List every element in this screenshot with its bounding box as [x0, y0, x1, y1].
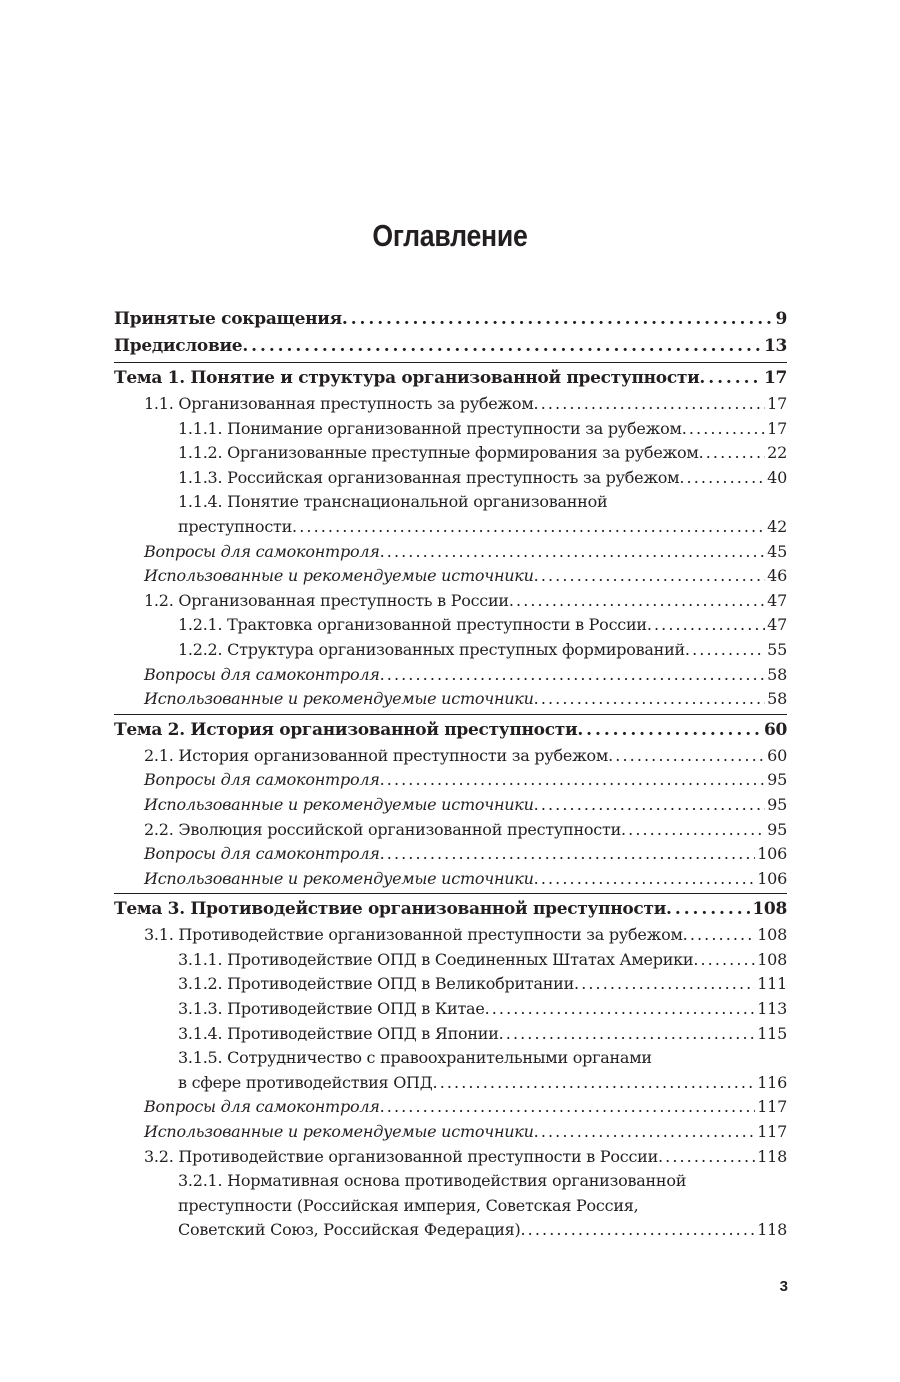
toc-entry-self-check-2-1[interactable]: Вопросы для самоконтроля . . . 95 [114, 768, 787, 793]
page-ref: 45 [767, 541, 787, 561]
toc-entry-3-1-5[interactable]: в сфере противодействия ОПД . . . 116 [114, 1071, 787, 1096]
page-ref: 60 [767, 745, 787, 765]
toc-entry-3-1[interactable]: 3.1. Противодействие организованной преступности за рубежом . . . 108 [114, 923, 787, 948]
page-ref: 22 [767, 443, 787, 463]
dot-leader [693, 948, 755, 973]
dot-leader [699, 441, 766, 466]
dot-leader [242, 333, 762, 360]
page-ref: 118 [757, 1146, 787, 1166]
toc-entry-1-1-3[interactable]: 1.1.3. Российская организованная преступность за рубежом . . . 40 [114, 466, 787, 491]
toc-entry-2-1[interactable]: 2.1. История организованной преступности за рубежом . . . 60 [114, 744, 787, 769]
toc-entry-topic-1[interactable]: Тема 1. Понятие и структура организованной преступности . . . 17 [114, 365, 787, 392]
dot-leader [621, 818, 765, 843]
toc-entry-3-1-4[interactable]: 3.1.4. Противодействие ОПД в Японии . . . 115 [114, 1022, 787, 1047]
dot-leader [292, 515, 765, 540]
toc-entry-3-2-1-line-1[interactable]: 3.2.1. Нормативная основа противодействия организованной [178, 1171, 687, 1191]
page-ref: 47 [767, 615, 787, 635]
page-ref: 111 [757, 974, 787, 994]
page-ref: 115 [757, 1023, 787, 1043]
dot-leader [521, 1218, 756, 1243]
dot-leader [534, 867, 756, 892]
toc-entry-1-1-4[interactable]: преступности . . . 42 [114, 515, 787, 540]
page-ref: 108 [757, 925, 787, 945]
page-ref: 113 [757, 999, 787, 1019]
page-ref: 95 [767, 770, 787, 790]
page-ref: 55 [767, 639, 787, 659]
dot-leader [380, 663, 766, 688]
dot-leader [534, 687, 765, 712]
page-number: 3 [779, 1278, 788, 1295]
toc-entry-self-check-1-2[interactable]: Вопросы для самоконтроля . . . 58 [114, 663, 787, 688]
toc-group-front-matter [114, 306, 787, 360]
page-ref: 117 [757, 1122, 787, 1142]
dot-leader [608, 744, 765, 769]
toc-entry-3-1-3[interactable]: 3.1.3. Противодействие ОПД в Китае . . . 113 [114, 997, 787, 1022]
dot-leader [647, 613, 765, 638]
page-ref: 58 [767, 689, 787, 709]
page-ref: 13 [763, 336, 787, 356]
toc-entry-self-check-1-1[interactable]: Вопросы для самоконтроля . . . 45 [114, 540, 787, 565]
dot-leader [342, 306, 774, 333]
dot-leader [485, 997, 756, 1022]
page-ref: 17 [767, 418, 787, 438]
page-ref: 106 [757, 844, 787, 864]
dot-leader [380, 768, 766, 793]
dot-leader [666, 896, 750, 923]
toc-group-topic-2 [114, 714, 787, 892]
dot-leader [685, 638, 765, 663]
page-ref: 117 [757, 1097, 787, 1117]
dot-leader [534, 793, 765, 818]
dot-leader [380, 540, 766, 565]
toc-entry-2-2[interactable]: 2.2. Эволюция российской организованной преступности . . . 95 [114, 818, 787, 843]
page-ref: 47 [767, 590, 787, 610]
dot-leader [433, 1071, 756, 1096]
toc-entry-1-1-1[interactable]: 1.1.1. Понимание организованной преступности за рубежом . . . 17 [114, 417, 787, 442]
dot-leader [574, 972, 755, 997]
toc-entry-sources-3-1[interactable]: Использованные и рекомендуемые источники . . . 117 [114, 1120, 787, 1145]
dot-leader [380, 842, 756, 867]
dot-leader [534, 392, 766, 417]
toc-entry-sources-1-2[interactable]: Использованные и рекомендуемые источники . . . 58 [114, 687, 787, 712]
toc-entry-1-1-4-line-1[interactable]: 1.1.4. Понятие транснациональной организованной [178, 492, 608, 512]
page-ref: 60 [763, 719, 787, 740]
toc-entry-3-2-1[interactable]: Советский Союз, Российская Федерация) . . . 118 [114, 1218, 787, 1243]
page-ref: 17 [763, 368, 787, 388]
dot-leader [679, 466, 765, 491]
toc-entry-3-2[interactable]: 3.2. Противодействие организованной преступности в России . . . 118 [114, 1145, 787, 1170]
page-ref: 108 [752, 899, 787, 920]
toc-entry-1-2[interactable]: 1.2. Организованная преступность в России . . . 47 [114, 589, 787, 614]
dot-leader [658, 1145, 755, 1170]
dot-leader [534, 1120, 756, 1145]
dot-leader [682, 417, 765, 442]
toc-group-topic-3 [114, 893, 787, 1243]
dot-leader [499, 1022, 756, 1047]
toc-entry-3-1-1[interactable]: 3.1.1. Противодействие ОПД в Соединенных Штатах Америки . . . 108 [114, 948, 787, 973]
dot-leader [683, 923, 756, 948]
dot-leader [534, 564, 765, 589]
toc-entry-1-1[interactable]: 1.1. Организованная преступность за рубежом . . . 17 [114, 392, 787, 417]
toc-entry-1-2-1[interactable]: 1.2.1. Трактовка организованной преступности в России . . . 47 [114, 613, 787, 638]
toc-entry-1-2-2[interactable]: 1.2.2. Структура организованных преступных формирований . . . 55 [114, 638, 787, 663]
toc-entry-sources-1-1[interactable]: Использованные и рекомендуемые источники . . . 46 [114, 564, 787, 589]
dot-leader [509, 589, 765, 614]
toc-entry-1-1-2[interactable]: 1.1.2. Организованные преступные формирования за рубежом . . . 22 [114, 441, 787, 466]
toc-entry-topic-3[interactable]: Тема 3. Противодействие организованной преступности . . . 108 [114, 896, 787, 923]
toc-entry-3-2-1-line-2[interactable]: преступности (Российская империя, Советская Россия, [178, 1195, 639, 1215]
dot-leader [380, 1095, 756, 1120]
dot-leader [699, 365, 762, 392]
page-ref: 116 [757, 1072, 787, 1092]
page-ref: 9 [775, 309, 787, 329]
page-ref: 108 [757, 949, 787, 969]
page-ref: 42 [767, 516, 787, 536]
toc-entry-abbreviations[interactable]: Принятые сокращения . . . 9 [114, 306, 787, 333]
toc-entry-sources-2-1[interactable]: Использованные и рекомендуемые источники . . . 95 [114, 793, 787, 818]
toc-entry-preface[interactable]: Предисловие . . . 13 [114, 333, 787, 360]
page-title: Оглавление [372, 218, 528, 253]
page-ref: 106 [757, 868, 787, 888]
toc-entry-3-1-5-line-1[interactable]: 3.1.5. Сотрудничество с правоохранительными органами [178, 1048, 652, 1068]
page-ref: 46 [767, 566, 787, 586]
page-ref: 95 [767, 794, 787, 814]
page-ref: 40 [767, 467, 787, 487]
table-of-contents [114, 306, 787, 1243]
page-ref: 17 [767, 394, 787, 413]
toc-entry-3-1-2[interactable]: 3.1.2. Противодействие ОПД в Великобритании . . . 111 [114, 972, 787, 997]
toc-entry-self-check-3-1[interactable]: Вопросы для самоконтроля . . . 117 [114, 1095, 787, 1120]
toc-entry-self-check-2-2[interactable]: Вопросы для самоконтроля . . . 106 [114, 842, 787, 867]
dot-leader [577, 717, 762, 744]
page-ref: 95 [767, 819, 787, 839]
page-ref: 118 [757, 1220, 787, 1240]
toc-entry-sources-2-2[interactable]: Использованные и рекомендуемые источники . . . 106 [114, 867, 787, 892]
page-ref: 58 [767, 664, 787, 684]
toc-entry-topic-2[interactable]: Тема 2. История организованной преступности . . . 60 [114, 717, 787, 744]
toc-group-topic-1 [114, 362, 787, 712]
